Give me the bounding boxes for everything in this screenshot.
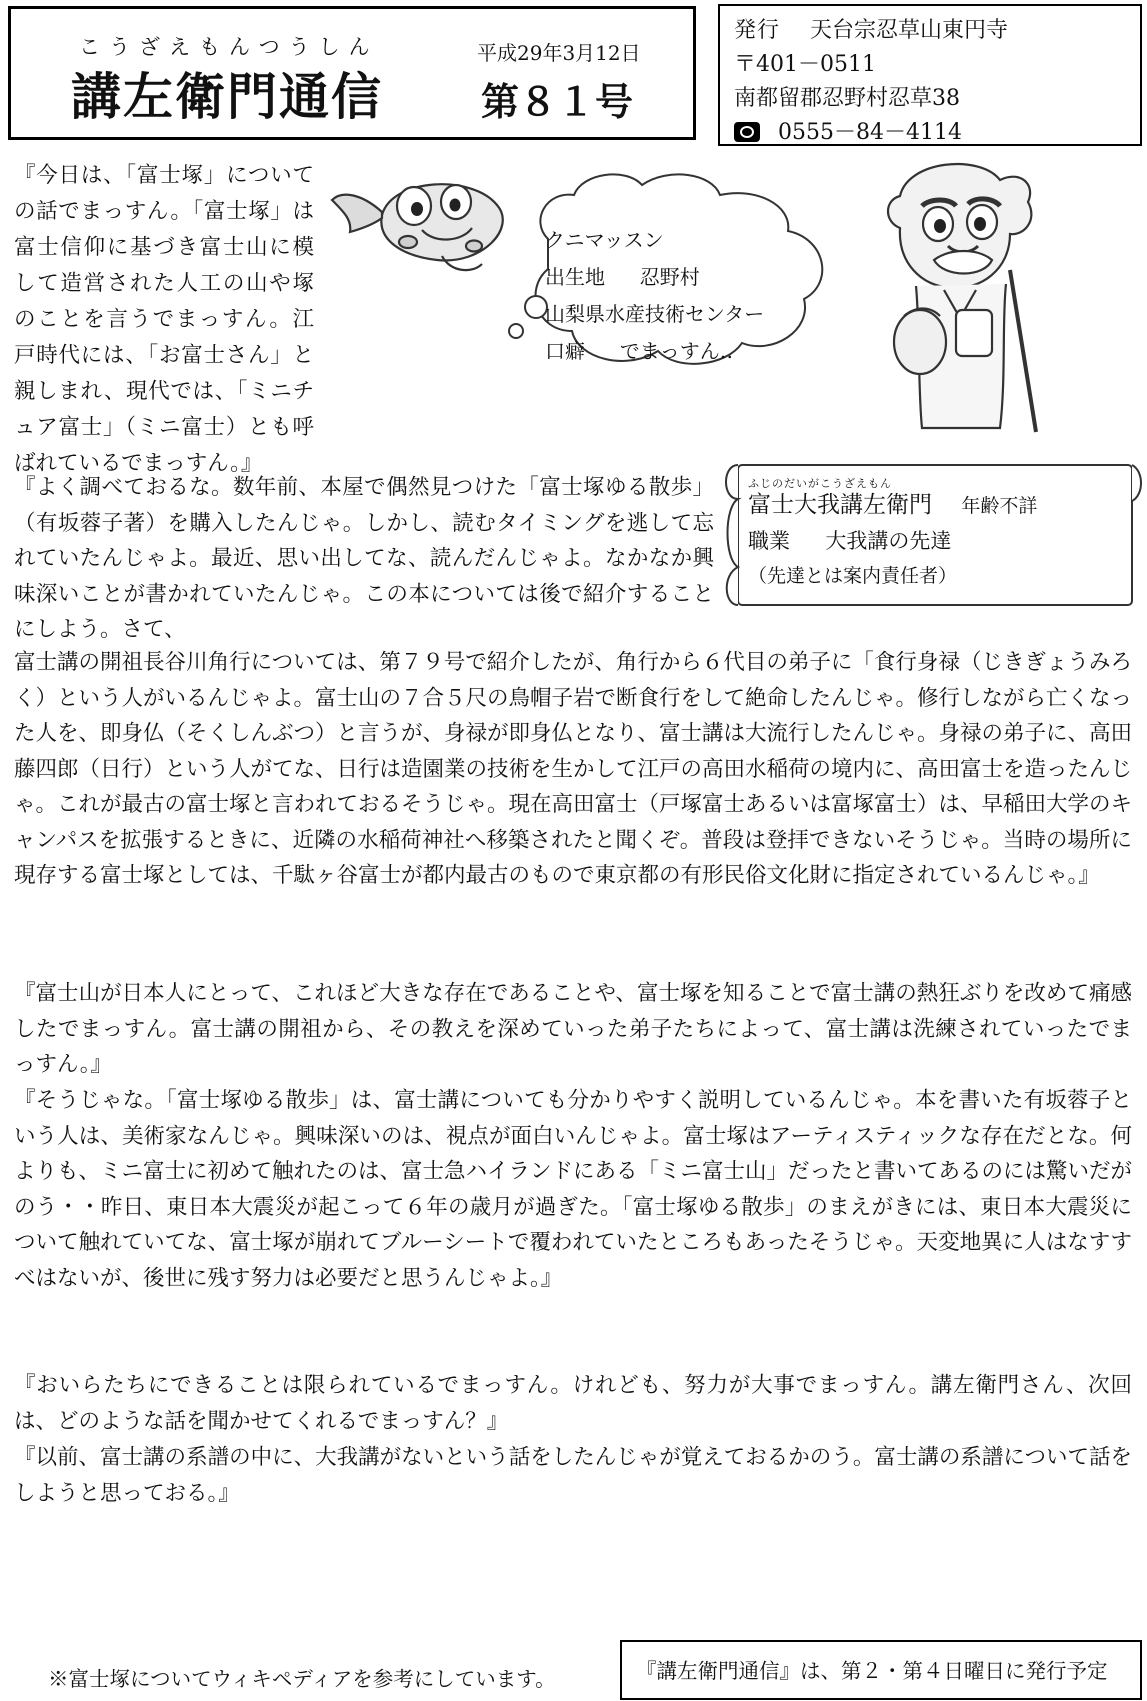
paragraph-6: 『おいらたちにできることは限られているでまっすん。けれども、努力が大事でまっすん。講左衛門さん、次回は、どのような話を聞かせてくれるでまっすん？』 — [14, 1373, 1132, 1434]
profile-job-row — [748, 524, 1138, 559]
masthead — [8, 6, 696, 140]
publisher-box — [718, 4, 1142, 146]
publisher-postal-code: 〒401－0511 — [734, 52, 876, 77]
page-title: 講左衛門通信 — [71, 67, 383, 126]
monk-character-illustration — [860, 150, 1060, 450]
profile-name-row — [748, 478, 1138, 524]
paragraph-5: 『そうじゃな。「富士塚ゆる散歩」は、富士講についても分かりやすく説明しているんじゃ。本を書いた有坂蓉子という人は、美術家なんじゃ。興味深いのは、視点が面白いんじゃよ。富士塚はアーティスティックな存在だとな。何よりも、ミニ富士に初めて触れたのは、富士急ハイランドにある「ミニ富士山」だったと書いてあるのには驚いだがのう・・昨日、東日本大震災が起こって６年の歳月が過ぎた。「富士塚ゆる散歩」のまえがきには、東日本大震災について触れていてな、富士塚が崩れてブルーシートで覆われていたところもあったそうじゃ。天変地異に人はなすすべはないが、後世に残す努力は必要だと思うんじゃよ。』 — [14, 1088, 1133, 1291]
issue-number: 第８１号 — [481, 79, 634, 124]
speech-bubble-text — [545, 222, 845, 370]
masthead-furigana: こうざえもんつうしん — [79, 35, 379, 59]
paragraph-1: 『今日は、「富士塚」についての話でまっすん。「富士塚」は富士信仰に基づき富士山に模して造営された人工の山や塚のことを言うでまっすん。江戸時代には、「お富士さん」と親しまれ、現代では、「ミニチュア富士」（ミニ富士）とも呼ばれているでまっすん。』 — [14, 163, 314, 476]
issue-date: 平成29年3月12日 — [477, 41, 641, 65]
character-affiliation: 山梨県水産技術センター — [545, 302, 765, 326]
character-name: クニマッスン — [545, 228, 664, 252]
character-birthplace — [545, 259, 845, 296]
footnote: ※富士塚についてウィキペディアを参考にしています。 — [48, 1667, 556, 1691]
profile-job: 大我講の先達 — [825, 529, 952, 553]
profile-age: 年齢不詳 — [961, 495, 1038, 517]
publication-schedule-box: 『講左衛門通信』は、第２・第４日曜日に発行予定 — [620, 1640, 1142, 1700]
birthplace-label: 出生地 — [545, 265, 605, 289]
publisher-phone: 0555－84－4114 — [778, 120, 962, 145]
publisher-line-1 — [734, 14, 1130, 48]
habit-value: でまっすん‥ — [619, 339, 734, 363]
profile-job-label: 職業 — [748, 529, 790, 553]
publisher-name: 天台宗忍草山東円寺 — [810, 18, 1009, 43]
paragraph-4: 『富士山が日本人にとって、これほど大きな存在であることや、富士塚を知ることで富士講の熱狂ぶりを改めて痛感したでまっすん。富士講の開祖から、その教えを深めていった弟子たちによって、富士講は洗練されていったでまっすん。』 — [14, 981, 1132, 1077]
telephone-icon — [734, 122, 760, 142]
profile-scroll-text — [748, 478, 1138, 594]
profile-name-ruby: ふじのだいがこうざえもん — [748, 477, 892, 490]
publisher-label: 発行 — [734, 18, 781, 43]
habit-label: 口癖 — [545, 339, 585, 363]
paragraph-7: 『以前、富士講の系譜の中に、大我講がないという話をしたんじゃが覚えておるかのう。富士講の系譜について話をしようと思っておる。』 — [14, 1445, 1132, 1506]
birthplace-value: 忍野村 — [639, 265, 700, 289]
publisher-address: 南都留郡忍野村忍草38 — [734, 86, 960, 111]
character-habit — [545, 333, 845, 370]
paragraph-3: 富士講の開祖長谷川角行については、第７９号で紹介したが、角行から６代目の弟子に「食行身禄（じきぎょうみろく）という人がいるんじゃよ。富士山の７合５尺の鳥帽子岩で断食行をして絶命したんじゃ。修行しながら亡くなった人を、即身仏（そくしんぶつ）と言うが、身禄が即身仏となり、富士講は大流行したんじゃ。身禄の弟子に、高田藤四郎（日行）という人がてな、日行は造園業の技術を生かして江戸の高田水稲荷の境内に、高田富士を造ったんじゃ。これが最古の富士塚と言われておるそうじゃ。現在高田富士（戸塚富士あるいは富塚富士）は、早稲田大学のキャンパスを拡張するときに、近隣の水稲荷神社へ移築されたと聞くぞ。普段は登拝できないそうじゃ。当時の場所に現存する富士塚としては、千駄ヶ谷富士が都内最古のもので東京都の有形民俗文化財に指定されているんじゃ。』 — [14, 650, 1133, 888]
publisher-phone-line — [734, 116, 1130, 150]
paragraph-2: 『よく調べておるな。数年前、本屋で偶然見つけた「富士塚ゆる散歩」（有坂蓉子著）を購入したんじゃ。しかし、読むタイミングを逃して忘れていたんじゃよ。最近、思い出してな、読んだんじゃよ。なかなか興味深いことが書かれていたんじゃ。この本については後で紹介することにしよう。さて、 — [14, 475, 714, 642]
profile-name: 富士大我講左衛門 — [748, 492, 932, 518]
profile-note: （先達とは案内責任者） — [748, 565, 958, 587]
